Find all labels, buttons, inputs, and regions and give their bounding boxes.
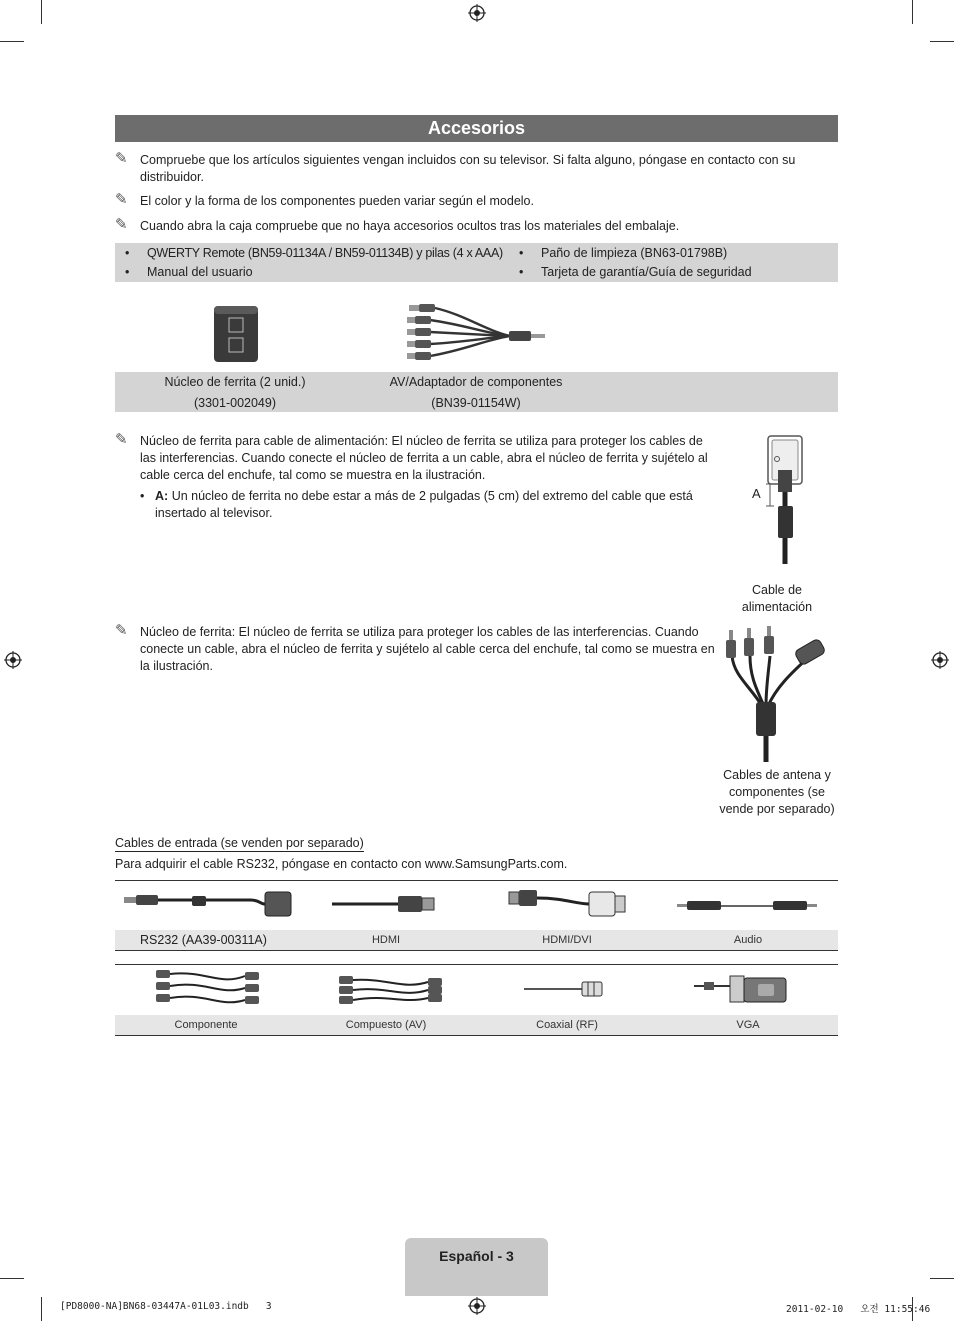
- note-text: Cuando abra la caja compruebe que no haya accesorios ocultos tras los materiales del embalaje.: [140, 219, 680, 233]
- component-cable-image: [150, 966, 265, 1012]
- pencil-note-icon: ✎: [115, 216, 128, 233]
- pencil-note-icon: ✎: [115, 431, 128, 448]
- registration-mark-icon: [4, 651, 22, 669]
- cable-labels-row: [115, 930, 838, 950]
- cable-label: Componente: [174, 1019, 238, 1031]
- cable-label: HDMI: [371, 934, 401, 946]
- items-caption-band: [115, 372, 838, 412]
- note-text: Núcleo de ferrita: El núcleo de ferrita se utiliza para proteger los cables de las interferencias. Cuando conecte un cable, abra el núcleo de ferrita y sujételo al cable cerca del enchufe, tal como se muestra en la ilustración.: [140, 625, 715, 673]
- antenna-component-cables-diagram: [720, 626, 835, 766]
- crop-mark: [930, 41, 954, 42]
- page-number-tab: [405, 1238, 548, 1296]
- item-code: (BN39-01154W): [431, 396, 521, 410]
- pencil-note-icon: ✎: [115, 150, 128, 167]
- list-item: • Paño de limpieza (BN63-01798B): [519, 246, 728, 260]
- note-text: El color y la forma de los componentes pueden variar según el modelo.: [140, 194, 534, 208]
- power-cable-caption: Cable de alimentación: [741, 583, 813, 614]
- page-number: Español - 3: [439, 1248, 514, 1264]
- cable-label: RS232 (AA39-00311A): [140, 933, 267, 947]
- item-name: AV/Adaptador de componentes: [389, 375, 563, 389]
- hdmi-dvi-cable-image: [505, 884, 630, 920]
- crop-mark: [912, 0, 913, 24]
- ferrite-cables-note: [115, 624, 715, 675]
- cable-labels-row: [115, 1015, 838, 1035]
- cable-label: VGA: [736, 1019, 760, 1031]
- cable-label: Audio: [733, 934, 763, 946]
- ferrite-power-note: [115, 433, 715, 484]
- crop-mark: [0, 1278, 24, 1279]
- divider: [115, 880, 838, 881]
- registration-mark-icon: [468, 4, 486, 22]
- note-text: Núcleo de ferrita para cable de alimentación: El núcleo de ferrita se utiliza para proteger los cables de las interferencias. Cuando conecte el núcleo de ferrita a un cable, abra el núcleo de ferrita y sujételo al cable cerca del enchufe, tal como se muestra en la ilustración.: [140, 434, 708, 482]
- list-item: • Tarjeta de garantía/Guía de seguridad: [519, 265, 752, 279]
- item-code: (3301-002049): [193, 396, 276, 410]
- diagram-label: A: [752, 486, 761, 501]
- note: [115, 218, 838, 235]
- note: [115, 193, 838, 210]
- crop-mark: [41, 0, 42, 24]
- av-component-adapter-image: [405, 300, 550, 366]
- divider: [115, 964, 838, 965]
- note-text: Compruebe que los artículos siguientes vengan incluidos con su televisor. Si falta alguno, póngase en contacto con su distribuidor.: [140, 153, 796, 184]
- print-file-info: [PD8000-NA]BN68-03447A-01L03.indb 3: [60, 1301, 272, 1312]
- antenna-cables-caption: Cables de antena y componentes (se vende por separado): [719, 768, 835, 816]
- divider: [115, 1035, 838, 1036]
- list-item: • QWERTY Remote (BN59-01134A / BN59-01134B) y pilas (4 x AAA): [125, 246, 503, 260]
- registration-mark-icon: [931, 651, 949, 669]
- included-items-list: [115, 243, 838, 282]
- input-cables-heading: Cables de entrada (se venden por separado): [115, 836, 364, 850]
- ferrite-core-image: [211, 304, 261, 364]
- coaxial-cable-image: [522, 978, 607, 1000]
- cable-label: Coaxial (RF): [536, 1019, 598, 1031]
- audio-cable-image: [675, 896, 820, 916]
- ferrite-power-subnote: • A: Un núcleo de ferrita no debe estar a más de 2 pulgadas (5 cm) del extremo del cable que está insertado al televisor.: [140, 489, 693, 520]
- crop-mark: [0, 41, 24, 42]
- rs232-info: Para adquirir el cable RS232, póngase en contacto con www.SamsungParts.com.: [115, 857, 568, 871]
- vga-cable-image: [692, 974, 792, 1006]
- cable-label: Compuesto (AV): [345, 1019, 427, 1031]
- section-title: Accesorios: [115, 115, 838, 142]
- divider: [115, 950, 838, 951]
- composite-cable-image: [333, 972, 448, 1008]
- note: [115, 152, 838, 186]
- pencil-note-icon: ✎: [115, 191, 128, 208]
- pencil-note-icon: ✎: [115, 622, 128, 639]
- cable-label: HDMI/DVI: [542, 934, 592, 946]
- rs232-cable-image: [120, 886, 295, 918]
- print-timestamp: 2011-02-10 오전 11:55:46: [786, 1304, 931, 1315]
- crop-mark: [41, 1297, 42, 1321]
- list-item: • Manual del usuario: [125, 265, 253, 279]
- registration-mark-icon: [468, 1297, 486, 1315]
- item-name: Núcleo de ferrita (2 unid.): [164, 375, 306, 389]
- crop-mark: [930, 1278, 954, 1279]
- hdmi-cable-image: [330, 888, 440, 918]
